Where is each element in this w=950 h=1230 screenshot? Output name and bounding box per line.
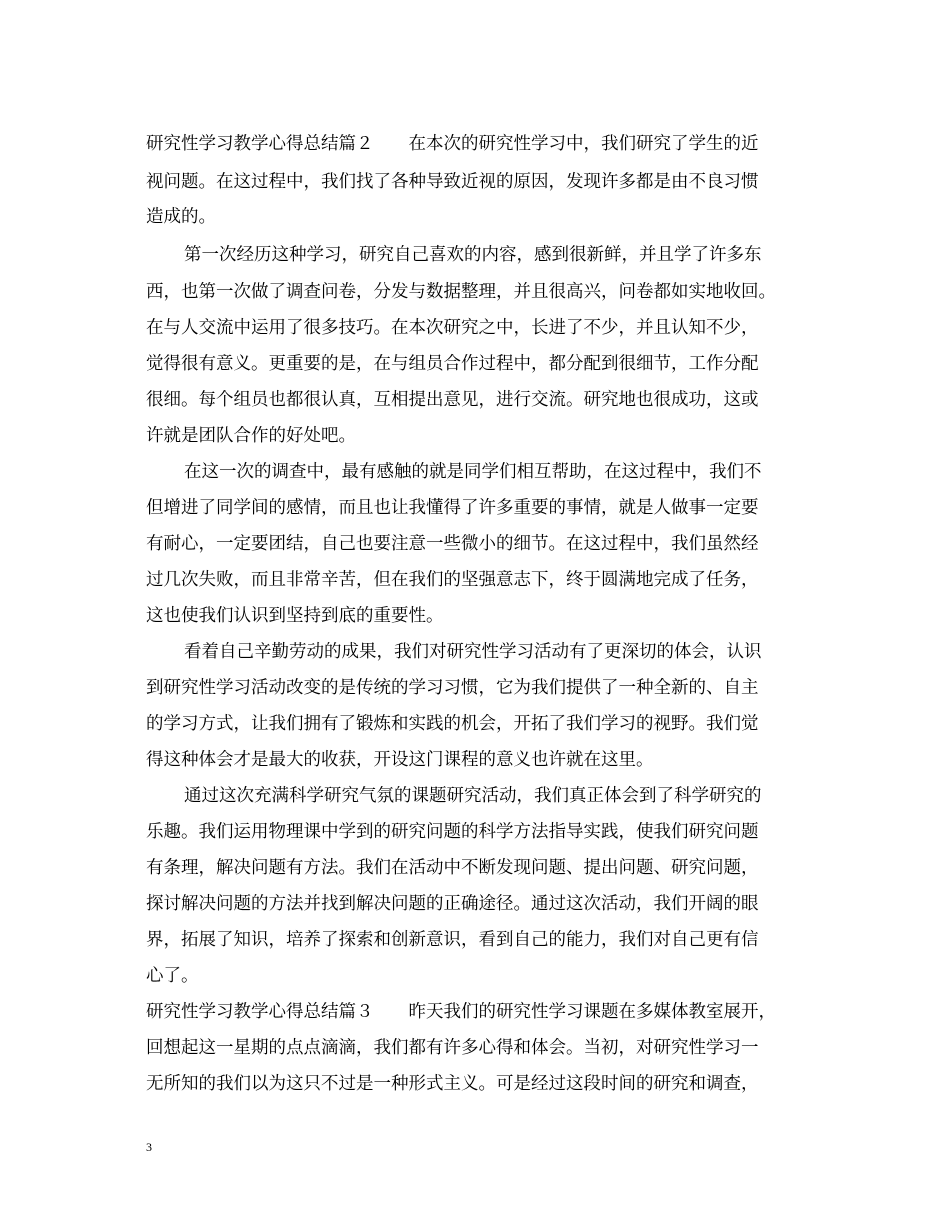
heading-line-article-2: 研究性学习教学心得总结篇２ 在本次的研究性学习中，我们研究了学生的近	[146, 134, 759, 154]
text-line: 的学习方式，让我们拥有了锻炼和实践的机会，开拓了我们学习的视野。我们觉	[146, 714, 759, 734]
text-line: 造成的。	[146, 207, 216, 227]
text-line: 西，也第一次做了调查问卷，分发与数据整理，并且很高兴，问卷都如实地收回。	[146, 282, 776, 302]
text-line: 在与人交流中运用了很多技巧。在本次研究之中，长进了不少，并且认知不少，	[146, 318, 759, 338]
paragraph-first-line: 看着自己辛勤劳动的成果，我们对研究性学习活动有了更深切的体会，认识	[184, 642, 762, 662]
paragraph-first-line: 在这一次的调查中，最有感触的就是同学们相互帮助，在这过程中，我们不	[184, 462, 762, 482]
text-line: 很细。每个组员也都很认真，互相提出意见，进行交流。研究地也很成功，这或	[146, 390, 759, 410]
text-line: 乐趣。我们运用物理课中学到的研究问题的科学方法指导实践，使我们研究问题	[146, 822, 759, 842]
text-line: 但增进了同学间的感情，而且也让我懂得了许多重要的事情，就是人做事一定要	[146, 498, 759, 518]
text-line: 有耐心，一定要团结，自己也要注意一些微小的细节。在这过程中，我们虽然经	[146, 534, 759, 554]
heading-line-article-3: 研究性学习教学心得总结篇３ 昨天我们的研究性学习课题在多媒体教室展开，	[146, 1002, 776, 1022]
paragraph-first-line: 通过这次充满科学研究气氛的课题研究活动，我们真正体会到了科学研究的	[184, 786, 762, 806]
text-line: 得这种体会才是最大的收获，开设这门课程的意义也许就在这里。	[146, 750, 654, 770]
text-line: 过几次失败，而且非常辛苦，但在我们的坚强意志下，终于圆满地完成了任务，	[146, 570, 759, 590]
text-line: 到研究性学习活动改变的是传统的学习习惯，它为我们提供了一种全新的、自主	[146, 678, 759, 698]
text-line: 觉得很有意义。更重要的是，在与组员合作过程中，都分配到很细节，工作分配	[146, 354, 759, 374]
text-line: 无所知的我们以为这只不过是一种形式主义。可是经过这段时间的研究和调查，	[146, 1074, 759, 1094]
text-line: 心了。	[146, 966, 199, 986]
page-number: 3	[146, 1140, 152, 1154]
text-line: 这也使我们认识到坚持到底的重要性。	[146, 606, 444, 626]
paragraph-first-line: 第一次经历这种学习，研究自己喜欢的内容，感到很新鲜，并且学了许多东	[184, 245, 762, 265]
text-line: 探讨解决问题的方法并找到解决问题的正确途径。通过这次活动，我们开阔的眼	[146, 894, 759, 914]
text-line: 界，拓展了知识，培养了探索和创新意识，看到自己的能力，我们对自己更有信	[146, 930, 759, 950]
text-line: 有条理，解决问题有方法。我们在活动中不断发现问题、提出问题、研究问题，	[146, 858, 759, 878]
text-line: 回想起这一星期的点点滴滴，我们都有许多心得和体会。当初，对研究性学习一	[146, 1038, 759, 1058]
text-line: 许就是团队合作的好处吧。	[146, 426, 356, 446]
text-line: 视问题。在这过程中，我们找了各种导致近视的原因，发现许多都是由不良习惯	[146, 172, 759, 192]
